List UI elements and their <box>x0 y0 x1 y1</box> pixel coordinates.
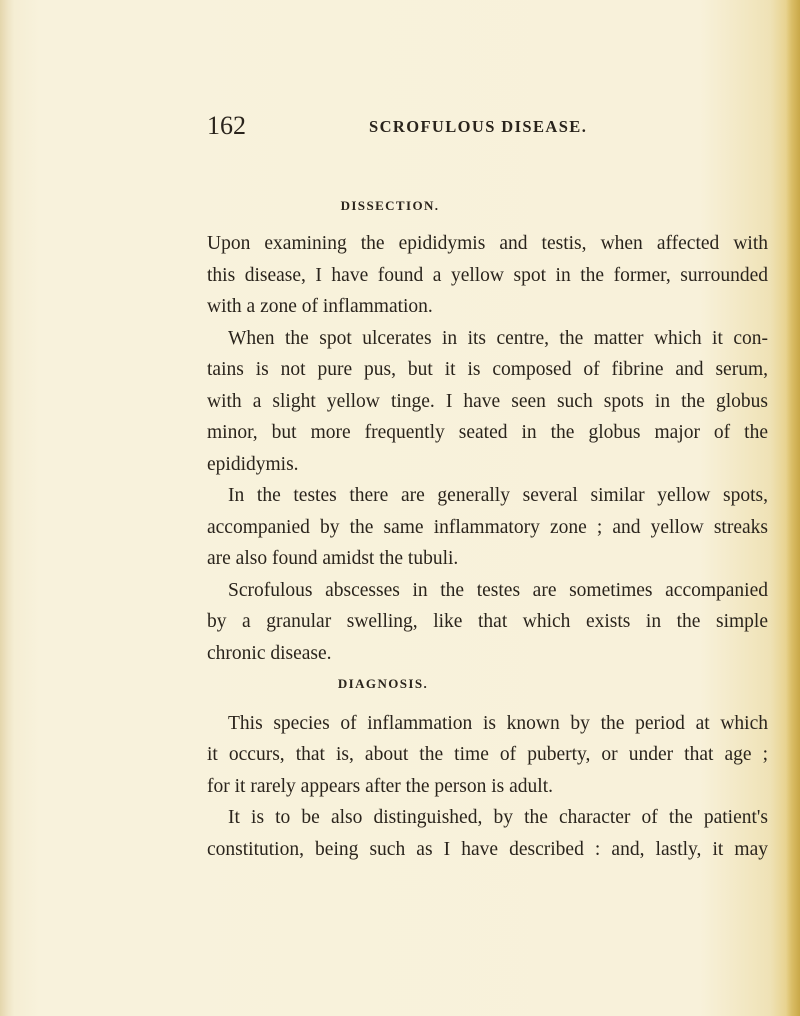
page-left-edge <box>0 0 14 1016</box>
page-right-edge <box>786 0 800 1016</box>
text-line: This species of inflammation is known by the period at which <box>228 713 768 734</box>
text-line: are also found amidst the tubuli. <box>207 548 459 569</box>
text-line: tains is not pure pus, but it is composed of fibrine and serum, <box>207 359 768 380</box>
running-head <box>207 110 767 150</box>
text-line: constitution, being such as I have described : and, lastly, it may <box>207 839 768 860</box>
text-line: by a granular swelling, like that which exists in the simple <box>207 611 768 632</box>
text-line: Scrofulous abscesses in the testes are sometimes accompanied <box>228 580 768 601</box>
text-line: this disease, I have found a yellow spot in the former, surrounded <box>207 265 768 286</box>
running-title: SCROFULOUS DISEASE. <box>369 117 588 136</box>
text-line: it occurs, that is, about the time of puberty, or under that age ; <box>207 744 768 765</box>
text-line: It is to be also distinguished, by the character of the patient's <box>228 807 768 828</box>
text-line: When the spot ulcerates in its centre, the matter which it con- <box>228 328 768 349</box>
text-line: accompanied by the same inflammatory zone ; and yellow streaks <box>207 517 768 538</box>
text-line: with a zone of inflammation. <box>207 296 433 317</box>
section-heading-diagnosis: DIAGNOSIS. <box>337 676 429 691</box>
text-line: for it rarely appears after the person is adult. <box>207 776 553 797</box>
text-line: with a slight yellow tinge. I have seen such spots in the globus <box>207 391 768 412</box>
text-line: minor, but more frequently seated in the globus major of the <box>207 422 768 443</box>
text-line: Upon examining the epididymis and testis, when affected with <box>207 233 768 254</box>
text-line: In the testes there are generally several similar yellow spots, <box>228 485 768 506</box>
page-number: 162 <box>207 111 246 140</box>
text-line: epididymis. <box>207 454 299 475</box>
section-heading-dissection: DISSECTION. <box>340 198 440 213</box>
text-line: chronic disease. <box>207 643 332 664</box>
